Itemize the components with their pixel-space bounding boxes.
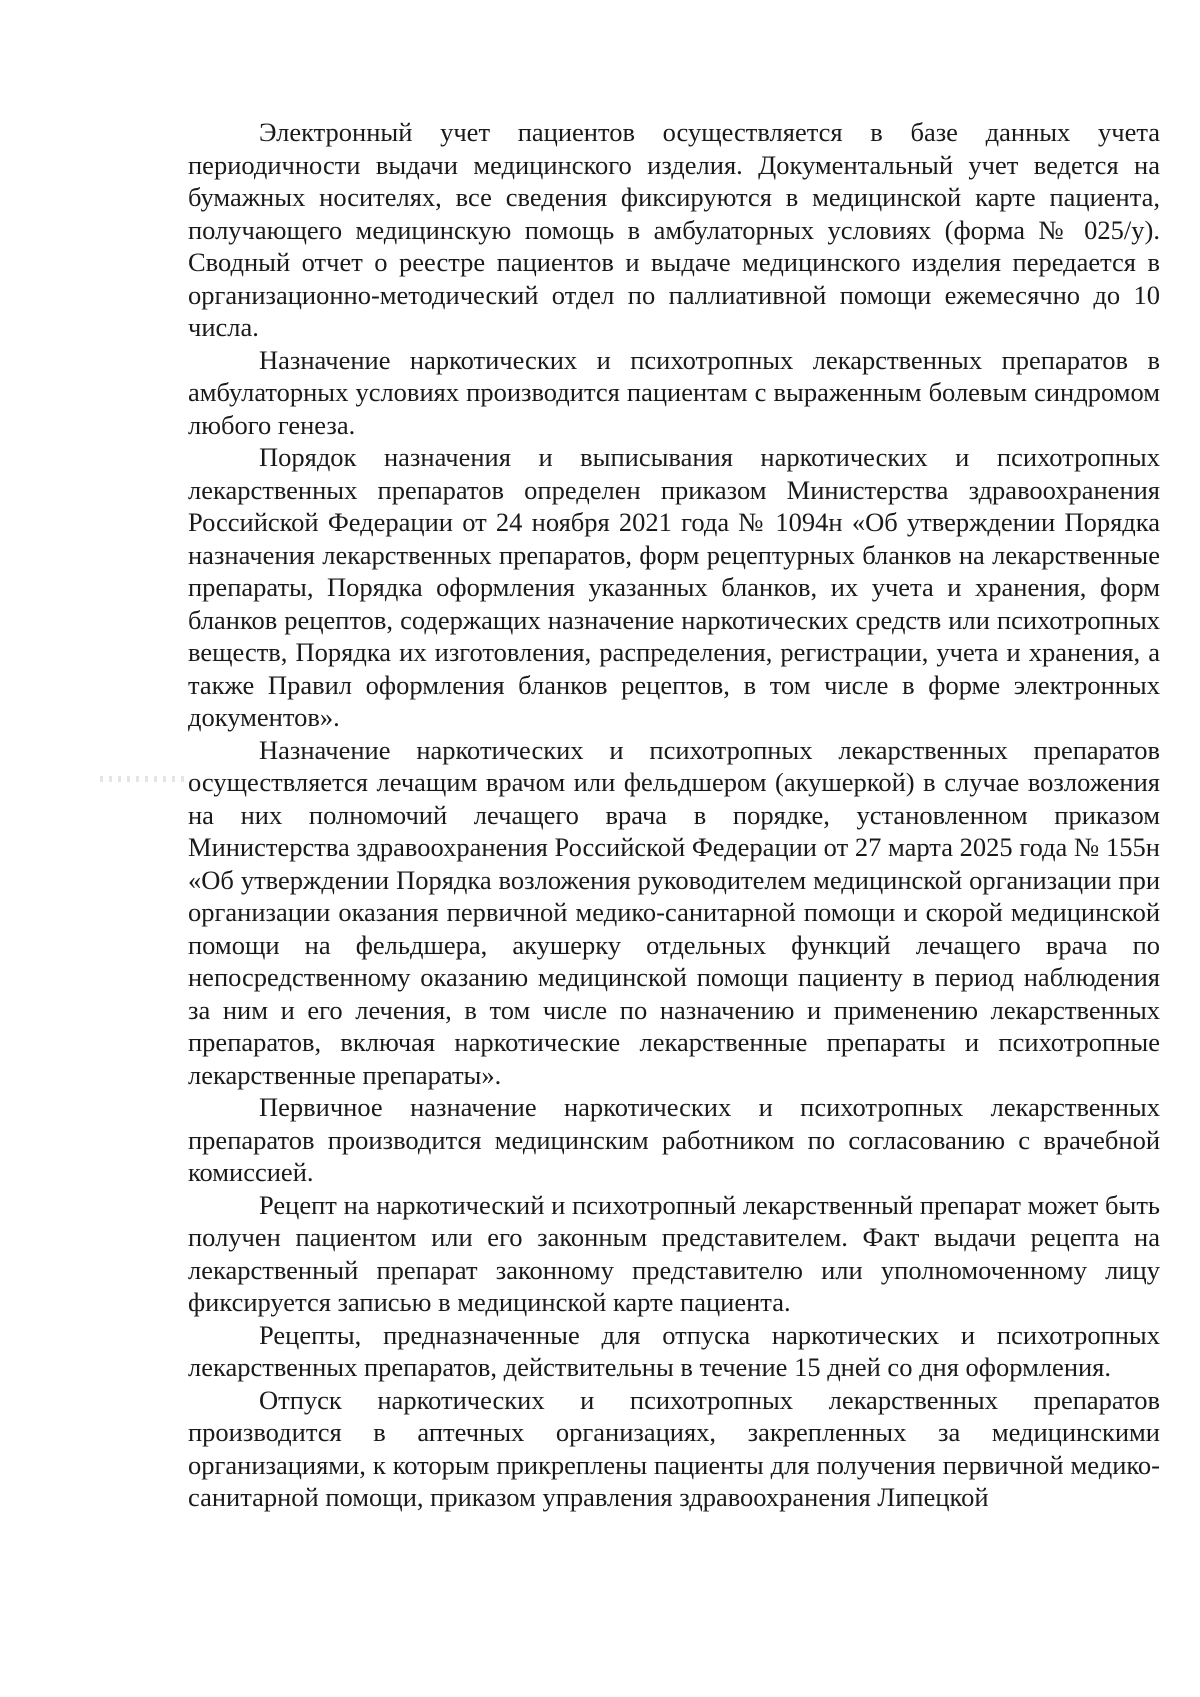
document-body	[188, 116, 1160, 1514]
paragraph-prescribing-authority: Назначение наркотических и психотропных лекарственных препаратов осуществляется лечащим врачом или фельдшером (акушеркой) в случае возложения на них полномочий лечащего врача в порядке, установленном приказом Министерства здравоохранения Российской Федерации от 27 марта 2025 года № 155н «Об утверждении Порядка возложения руководителем медицинской организации при организации оказания первичной медико-санитарной помощи и скорой медицинской помощи на фельдшера, акушерку отдельных функций лечащего врача по непосредственному оказанию медицинской помощи пациенту в период наблюдения за ним и его лечения, в том числе по назначению и применению лекарственных препаратов, включая наркотические лекарственные препараты и психотропные лекарственные препараты».	[188, 734, 1160, 1090]
paragraph-primary-prescription: Первичное назначение наркотических и психотропных лекарственных препаратов производится медицинским работником по согласованию с врачебной комиссией.	[188, 1092, 1160, 1187]
paragraph-recipe-validity: Рецепты, предназначенные для отпуска наркотических и психотропных лекарственных препаратов, действительны в течение 15 дней со дня оформления.	[188, 1319, 1160, 1382]
paragraph-dispensing: Отпуск наркотических и психотропных лекарственных препаратов производится в аптечных организациях, закрепленных за медицинскими организациями, к которым прикреплены пациенты для получения первичной медико-санитарной помощи, приказом управления здравоохранения Липецкой	[188, 1384, 1160, 1512]
paragraph-recipe-receipt: Рецепт на наркотический и психотропный лекарственный препарат может быть получен пациентом или его законным представителем. Факт выдачи рецепта на лекарственный препарат законному представителю или уполномоченному лицу фиксируется записью в медицинской карте пациента.	[188, 1189, 1160, 1317]
paragraph-prescription-outpatient: Назначение наркотических и психотропных лекарственных препаратов в амбулаторных условиях производится пациентам с выраженным болевым синдромом любого генеза.	[188, 344, 1160, 440]
paragraph-prescription-procedure: Порядок назначения и выписывания наркотических и психотропных лекарственных препаратов определен приказом Министерства здравоохранения Российской Федерации от 24 ноября 2021 года № 1094н «Об утверждении Порядка назначения лекарственных препаратов, форм рецептурных бланков на лекарственные препараты, Порядка оформления указанных бланков, их учета и хранения, форм бланков рецептов, содержащих назначение наркотических средств или психотропных веществ, Порядка их изготовления, распределения, регистрации, учета и хранения, а также Правил оформления бланков рецептов, в том числе в форме электронных документов».	[188, 442, 1160, 732]
scan-artifact	[100, 776, 186, 782]
paragraph-electronic-accounting: Электронный учет пациентов осуществляется в базе данных учета периодичности выдачи медицинского изделия. Документальный учет ведется на бумажных носителях, все сведения фиксируются в медицинской карте пациента, получающего медицинскую помощь в амбулаторных условиях (форма № 025/у). Сводный отчет о реестре пациентов и выдаче медицинского изделия передается в организационно-методический отдел по паллиативной помощи ежемесячно до 10 числа.	[188, 117, 1160, 342]
